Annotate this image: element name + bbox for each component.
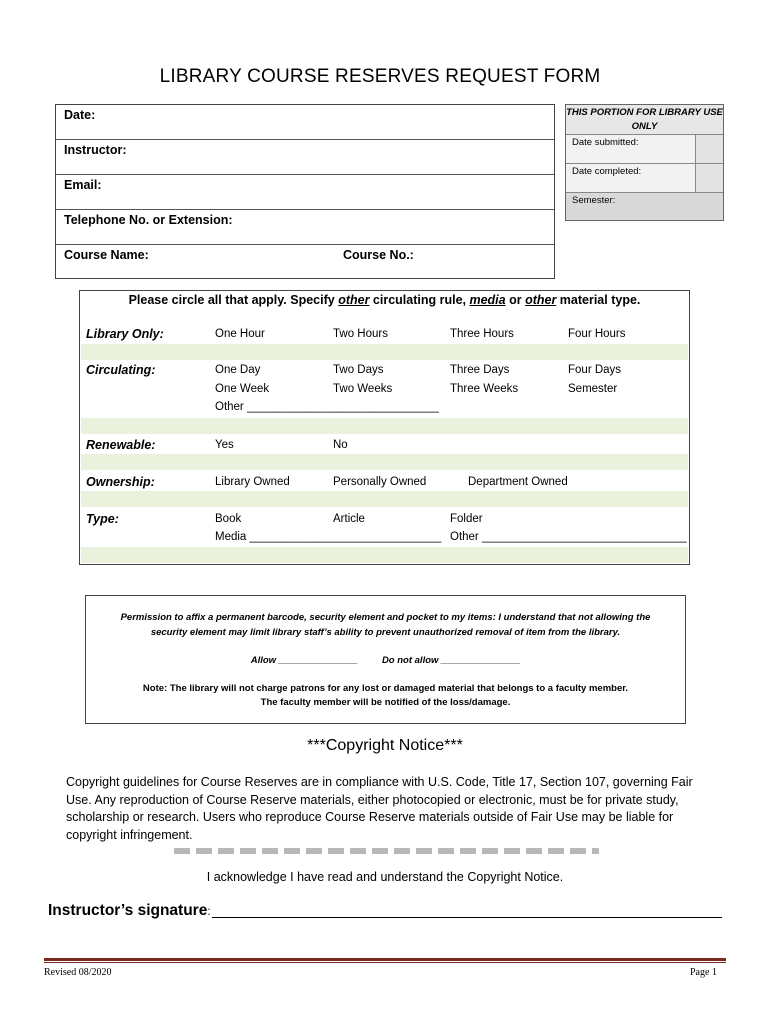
option-library-owned[interactable]: Library Owned <box>215 476 290 488</box>
permission-text-1: Permission to affix a permanent barcode, security element and pocket to my items: I understand that not allowing the <box>120 612 651 623</box>
instructor-info-box <box>55 104 555 279</box>
circulating-label: Circulating: <box>86 363 156 377</box>
option-department-owned[interactable]: Department Owned <box>468 476 568 488</box>
option-one-hour[interactable]: One Hour <box>215 328 265 340</box>
note-text-1: Note: The library will not charge patrons for any lost or damaged material that belongs to a faculty member. <box>142 683 629 694</box>
signature-label: Instructor’s signature: <box>48 902 211 919</box>
row-band <box>81 344 688 360</box>
option-two-hours[interactable]: Two Hours <box>333 328 388 340</box>
form-title: LIBRARY COURSE RESERVES REQUEST FORM <box>159 66 601 87</box>
course-name-label: Course Name: <box>64 248 149 262</box>
dashed-divider <box>174 848 599 854</box>
footer-rule-thin <box>44 962 726 963</box>
signature-line[interactable] <box>212 917 722 918</box>
date-label: Date: <box>64 108 96 122</box>
semester-label: Semester: <box>572 195 616 206</box>
type-label: Type: <box>86 512 119 526</box>
permission-box <box>85 595 686 724</box>
course-no-label: Course No.: <box>343 248 414 262</box>
do-not-allow-field[interactable]: Do not allow _______________ <box>381 655 521 666</box>
option-semester[interactable]: Semester <box>568 383 618 395</box>
option-article[interactable]: Article <box>333 513 365 525</box>
telephone-row[interactable] <box>56 210 554 245</box>
option-four-hours[interactable]: Four Hours <box>568 328 626 340</box>
option-two-weeks[interactable]: Two Weeks <box>333 383 393 395</box>
date-row[interactable] <box>56 105 554 140</box>
renewable-label: Renewable: <box>86 438 156 452</box>
instructor-label: Instructor: <box>64 143 127 157</box>
media-emphasis: media <box>469 293 506 307</box>
note-text-2: The faculty member will be notified of the loss/damage. <box>260 697 511 708</box>
page-number: Page 1 <box>690 967 717 978</box>
library-use-only-box <box>565 104 724 221</box>
date-submitted-row[interactable] <box>566 135 723 164</box>
acknowledge-text: I acknowledge I have read and understand the Copyright Notice. <box>206 870 564 884</box>
option-yes[interactable]: Yes <box>215 439 234 451</box>
option-three-hours[interactable]: Three Hours <box>450 328 514 340</box>
option-one-day[interactable]: One Day <box>215 364 261 376</box>
option-media[interactable]: Media ______________________________ <box>215 531 442 543</box>
semester-row[interactable] <box>566 193 723 220</box>
date-submitted-label: Date submitted: <box>572 137 639 148</box>
other-emphasis-2: other <box>525 293 557 307</box>
revised-date: Revised 08/2020 <box>44 967 112 978</box>
copyright-body: Copyright guidelines for Course Reserves are in compliance with U.S. Code, Title 17, Section 107, governing Fair Use. Any reproduction of Course Reserve materials, either photocopied or electronic, must be for private study, scholarship or research. Users who reproduce Course Reserve materials outside of Fair Use may be liable for copyright infringement. <box>66 775 693 842</box>
email-row[interactable] <box>56 175 554 210</box>
permission-text-2: security element may limit library staff’s ability to prevent unauthorized removal of item from the library. <box>150 627 621 638</box>
allow-options <box>86 653 685 668</box>
row-band <box>81 491 688 507</box>
option-folder[interactable]: Folder <box>450 513 483 525</box>
options-instructions: Please circle all that apply. Specify other circulating rule, media or other material type. <box>128 293 641 307</box>
option-no[interactable]: No <box>333 439 348 451</box>
other-emphasis: other <box>338 293 370 307</box>
date-completed-label: Date completed: <box>572 166 642 177</box>
option-circulating-other[interactable]: Other ______________________________ <box>215 401 439 413</box>
option-one-week[interactable]: One Week <box>215 383 270 395</box>
row-band <box>81 547 688 563</box>
date-completed-cell[interactable] <box>695 164 723 192</box>
option-type-other[interactable]: Other ________________________________ <box>450 531 687 543</box>
row-band <box>81 418 688 434</box>
option-two-days[interactable]: Two Days <box>333 364 384 376</box>
row-band <box>81 454 688 470</box>
date-submitted-cell[interactable] <box>695 135 723 163</box>
library-use-heading: THIS PORTION FOR LIBRARY USE ONLY <box>566 105 723 135</box>
course-row[interactable] <box>56 245 554 280</box>
telephone-label: Telephone No. or Extension: <box>64 213 233 227</box>
ownership-label: Ownership: <box>86 475 155 489</box>
allow-field[interactable]: Allow _______________ <box>250 655 358 666</box>
email-label: Email: <box>64 178 102 192</box>
options-box <box>79 290 690 565</box>
date-completed-row[interactable] <box>566 164 723 193</box>
footer-rule <box>44 958 726 961</box>
option-three-weeks[interactable]: Three Weeks <box>450 383 519 395</box>
option-three-days[interactable]: Three Days <box>450 364 510 376</box>
option-four-days[interactable]: Four Days <box>568 364 622 376</box>
instructor-row[interactable] <box>56 140 554 175</box>
option-book[interactable]: Book <box>215 513 242 525</box>
library-only-label: Library Only: <box>86 327 164 341</box>
option-personally-owned[interactable]: Personally Owned <box>333 476 427 488</box>
copyright-title: ***Copyright Notice*** <box>307 737 463 754</box>
